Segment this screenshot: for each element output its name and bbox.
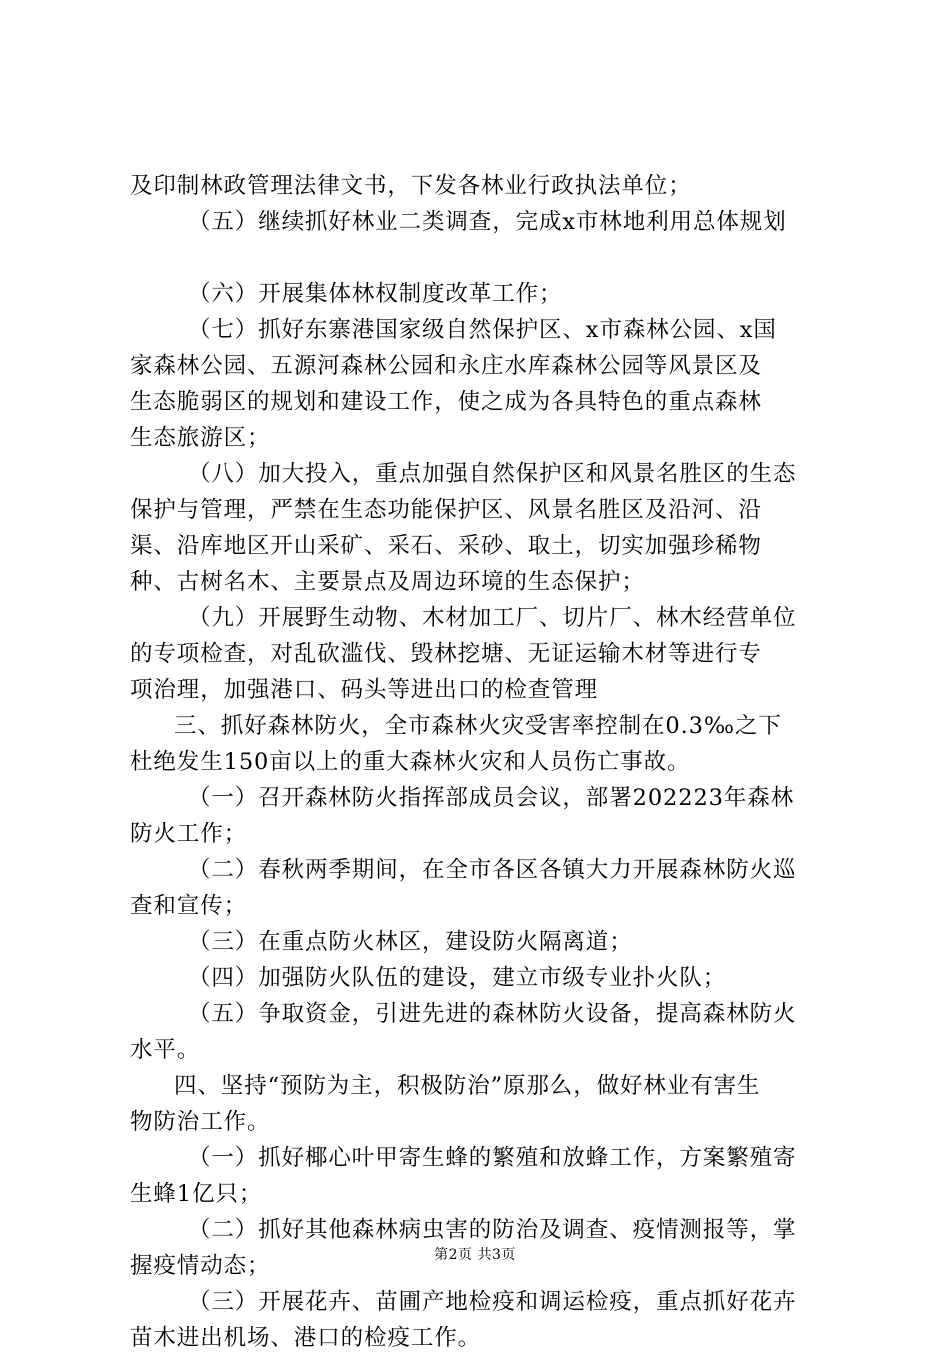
text-line: 生态脆弱区的规划和建设工作，使之成为各具特色的重点森林 [130,389,762,415]
text-line: （三）开展花卉、苗圃产地检疫和调运检疫，重点抓好花卉 [188,1289,797,1315]
text-line: 及印制林政管理法律文书，下发各林业行政执法单位； [130,173,692,199]
section-heading-line: 三、抓好森林防火，全市森林火灾受害率控制在0.3‰之下 [174,713,782,739]
text-line: （三）在重点防火林区，建设防火隔离道； [188,929,633,955]
page-number-footer: 第2页 共3页 [434,1247,516,1263]
text-line: （六）开展集体林权制度改革工作； [188,281,563,307]
text-line: 家森林公园、五源河森林公园和永庄水库森林公园等风景区及 [130,353,762,379]
text-line: 握疫情动态； [130,1253,271,1279]
text-line: （一）抓好椰心叶甲寄生蜂的繁殖和放蜂工作，方案繁殖寄 [188,1145,797,1171]
text-line: 防火工作； [130,821,248,847]
text-line: （一）召开森林防火指挥部成员会议，部署202223年森林 [188,785,795,811]
text-line: （五）继续抓好林业二类调查，完成x市林地利用总体规划 [188,209,787,235]
section-heading-line: 四、坚持“预防为主，积极防治”原那么，做好林业有害生 [174,1073,761,1099]
text-line: 生态旅游区； [130,425,271,451]
text-line: （二）春秋两季期间，在全市各区各镇大力开展森林防火巡 [188,857,797,883]
text-line: 杜绝发生150亩以上的重大森林火灾和人员伤亡事故。 [130,749,691,775]
text-line: 种、古树名木、主要景点及周边环境的生态保护； [130,569,645,595]
blank-line [130,240,830,276]
text-line: 的专项检查，对乱砍滥伐、毁林挖塘、无证运输木材等进行专 [130,641,762,667]
text-line: （二）抓好其他森林病虫害的防治及调查、疫情测报等，掌 [188,1217,797,1243]
document-body [130,168,830,1356]
text-line: （四）加强防火队伍的建设，建立市级专业扑火队； [188,965,727,991]
text-line: 苗木进出机场、港口的检疫工作。 [130,1325,482,1351]
text-line: （九）开展野生动物、木材加工厂、切片厂、林木经营单位 [188,605,797,631]
text-line: 水平。 [130,1037,201,1063]
text-line: 项治理，加强港口、码头等进出口的检查管理 [130,677,599,703]
text-line: （七）抓好东寨港国家级自然保护区、x市森林公园、x国 [188,317,777,343]
text-line: 物防治工作。 [130,1109,271,1135]
text-line: 渠、沿库地区开山采矿、采石、采砂、取土，切实加强珍稀物 [130,533,762,559]
text-line: 查和宣传； [130,893,248,919]
text-line: （五）争取资金，引进先进的森林防火设备，提高森林防火 [188,1001,797,1027]
text-line: （八）加大投入，重点加强自然保护区和风景名胜区的生态 [188,461,797,487]
text-line: 保护与管理，严禁在生态功能保护区、风景名胜区及沿河、沿 [130,497,762,523]
text-line: 生蜂1亿只； [130,1181,263,1207]
